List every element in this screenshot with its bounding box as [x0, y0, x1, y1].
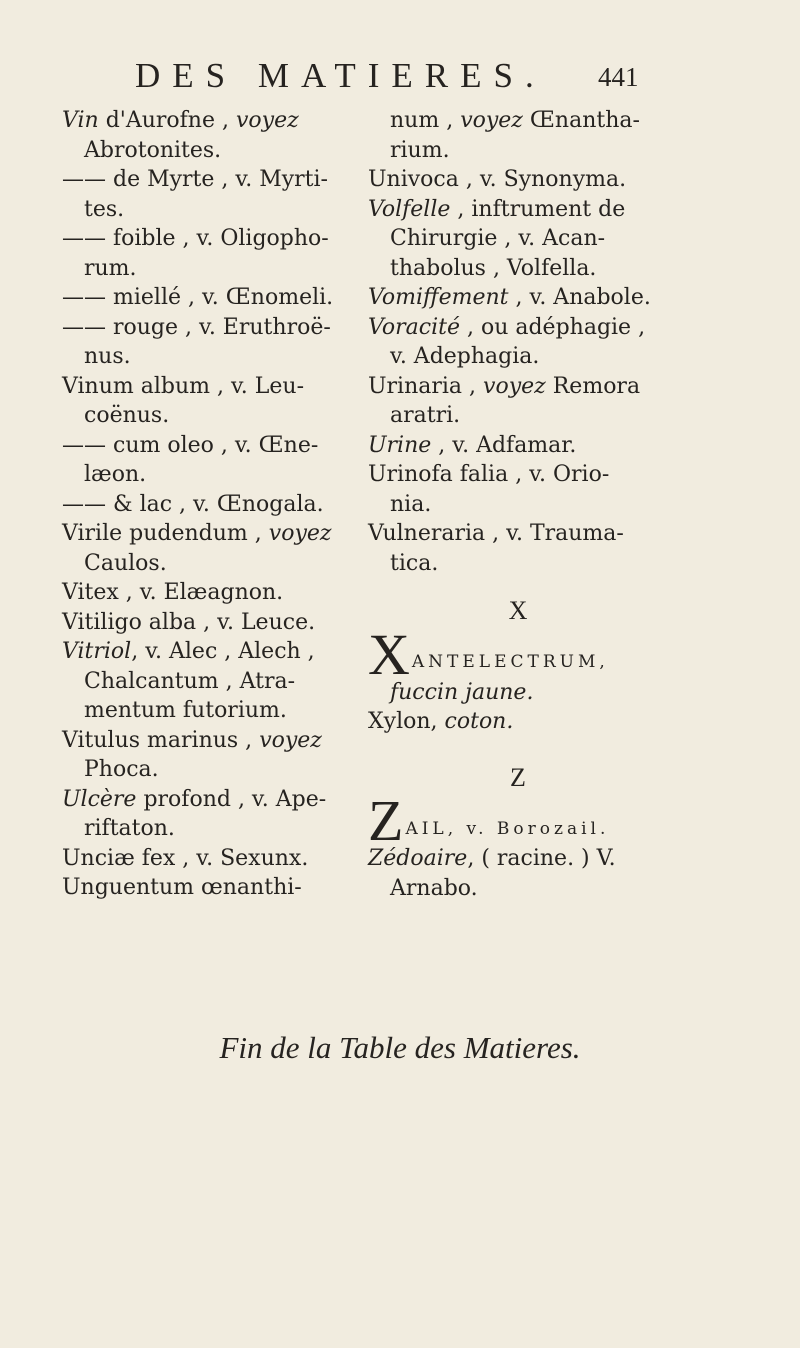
entry-text: coton. — [444, 709, 514, 734]
cross-reference: voyez — [268, 521, 332, 546]
index-line — [62, 637, 352, 667]
entry-text: profond , v. Ape- — [136, 786, 327, 812]
entry-text: , ( racine. ) V. — [467, 846, 616, 871]
index-line — [368, 372, 668, 402]
entry-text: Xylon, — [368, 709, 445, 734]
index-line — [368, 678, 668, 708]
index-line: tica. — [390, 550, 439, 576]
entry-headword: Vitriol — [62, 639, 132, 664]
index-line: Vitiligo alba , v. Leuce. — [62, 609, 316, 635]
entry-text: d'Aurofne , — [98, 108, 236, 133]
entry-text: ANTELECTRUM, — [411, 652, 609, 672]
index-line: læon. — [84, 462, 147, 487]
entry-text: Œnantha- — [522, 108, 640, 133]
index-line — [62, 785, 352, 815]
page-number: 441 — [598, 62, 639, 92]
entry-text: fuccin jaune. — [390, 679, 534, 705]
index-line: Vitex , v. Elæagnon. — [62, 580, 284, 605]
entry-text: , v. Adfamar. — [431, 432, 577, 458]
index-line — [368, 431, 668, 461]
entry-headword: Ulcère — [62, 786, 137, 812]
index-line: v. Adephagia. — [390, 344, 540, 369]
index-line: Phoca. — [84, 757, 159, 782]
index-line: Caulos. — [84, 550, 167, 576]
drop-cap-z: Z — [368, 788, 404, 853]
index-line: riftaton. — [84, 816, 175, 841]
index-line: —— & lac , v. Œnogala. — [62, 491, 324, 517]
initial-entry-x — [368, 621, 668, 687]
left-column — [62, 106, 352, 903]
index-line: —— cum oleo , v. Œne- — [62, 432, 319, 458]
index-line: coënus. — [84, 403, 170, 428]
index-line: Univoca , v. Synonyma. — [368, 167, 627, 192]
entry-text: Virile pudendum , — [62, 521, 269, 546]
index-line: Abrotonites. — [84, 137, 222, 163]
section-heading-z: Z — [510, 762, 526, 792]
entry-text: , v. Alec , Alech , — [131, 639, 315, 664]
index-line: Arnabo. — [390, 875, 478, 901]
entry-headword: Volfelle — [368, 196, 451, 222]
index-line: —— foible , v. Oligopho- — [62, 226, 329, 251]
closing-line: Fin de la Table des Matieres. — [219, 1030, 581, 1065]
index-line: rum. — [84, 255, 137, 281]
index-line — [368, 313, 668, 343]
index-line: —— de Myrte , v. Myrti- — [62, 167, 328, 192]
entry-text: num , — [390, 108, 461, 133]
cross-reference: voyez — [460, 108, 523, 133]
index-line: Unguentum œnanthi- — [62, 875, 302, 900]
entry-text: Vitulus marinus , — [62, 727, 260, 753]
index-line — [368, 283, 668, 313]
entry-headword: Vomiffement — [368, 285, 509, 310]
index-line: Chalcantum , Atra- — [84, 668, 296, 694]
index-line — [368, 844, 668, 874]
entry-headword: Zédoaire — [368, 846, 468, 871]
index-line: —— rouge , v. Eruthroë- — [62, 314, 331, 340]
index-line — [62, 726, 352, 756]
drop-cap-x: X — [368, 621, 410, 687]
index-line: tes. — [84, 196, 125, 222]
index-line: Urinofa falia , v. Orio- — [368, 462, 610, 487]
entry-text: , inftrument de — [450, 196, 626, 222]
entry-text: , ou adéphagie , — [459, 314, 646, 340]
index-line — [368, 195, 668, 225]
cross-reference: voyez — [259, 727, 322, 753]
index-line: Vulneraria , v. Trauma- — [368, 521, 624, 546]
entry-text: AIL, v. Borozail. — [405, 818, 610, 839]
index-line: Vinum album , v. Leu- — [62, 373, 305, 399]
initial-entry-z — [368, 788, 668, 853]
index-line — [62, 519, 352, 549]
cross-reference: voyez — [235, 108, 299, 133]
index-line: —— miellé , v. Œnomeli. — [62, 285, 334, 310]
index-line — [368, 707, 668, 737]
index-line: Unciæ fex , v. Sexunx. — [62, 845, 309, 871]
index-line: nus. — [84, 344, 131, 369]
index-line: nia. — [390, 491, 432, 517]
index-line: mentum futorium. — [84, 698, 287, 723]
entry-text: Urinaria , — [368, 373, 484, 399]
index-line: aratri. — [390, 403, 461, 428]
entry-headword: Urine — [368, 432, 432, 458]
section-heading-x: X — [508, 596, 528, 625]
index-line: thabolus , Volfella. — [390, 255, 597, 281]
cross-reference: voyez — [483, 373, 546, 399]
index-line: Chirurgie , v. Acan- — [390, 226, 606, 251]
right-column — [368, 106, 668, 903]
index-line — [368, 106, 668, 136]
entry-headword: Vin — [62, 108, 99, 133]
index-line — [62, 106, 352, 136]
running-head: DES MATIERES. — [135, 56, 546, 95]
entry-headword: Voracité — [368, 314, 460, 340]
index-line: rium. — [390, 137, 450, 163]
entry-text: Remora — [545, 373, 641, 399]
entry-text: , v. Anabole. — [508, 285, 651, 310]
